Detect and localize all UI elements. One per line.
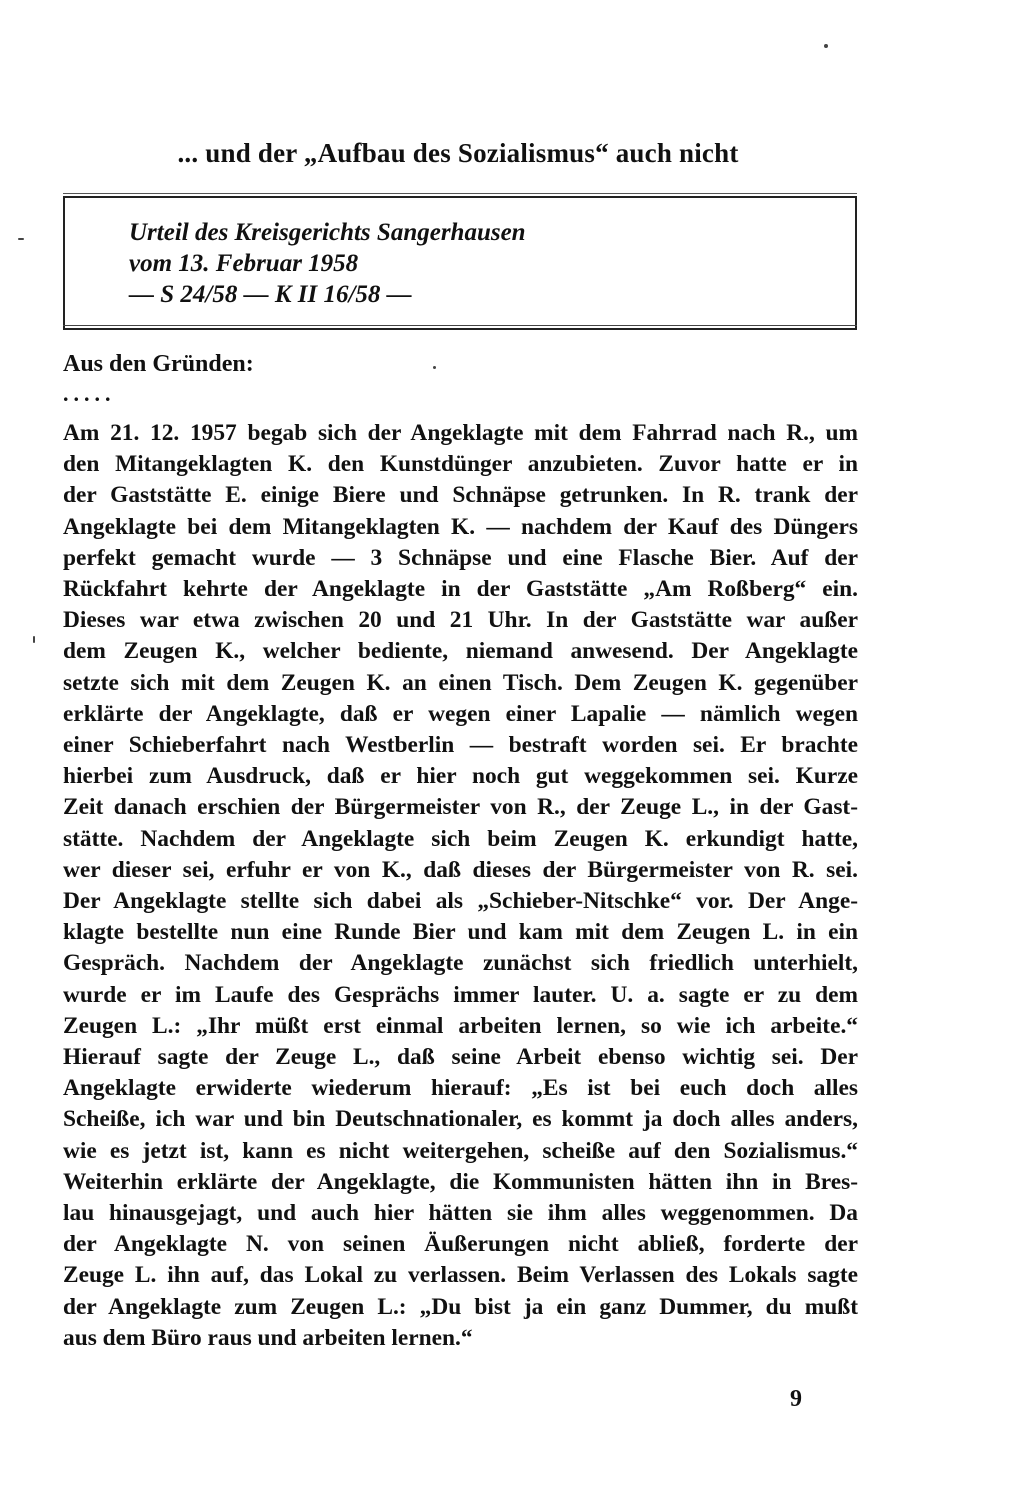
verdict-date: vom 13. Februar 1958 xyxy=(129,250,359,277)
body-line: Zeit danach erschien der Bürgermeister von R., der Zeuge L., in der Gast- xyxy=(63,794,858,821)
verdict-case-number: — S 24/58 — K II 16/58 — xyxy=(129,281,412,308)
section-heading: Aus den Gründen: xyxy=(63,351,254,377)
body-line: Weiterhin erklärte der Angeklagte, die Kommunisten hätten ihn in Bres- xyxy=(63,1168,858,1195)
body-line: Am 21. 12. 1957 begab sich der Angeklagte mit dem Fahrrad nach R., um xyxy=(63,420,858,446)
body-line: Angeklagte erwiderte wiederum hierauf: „Es ist bei euch doch alles xyxy=(63,1075,858,1102)
body-line: wurde er im Laufe des Gesprächs immer lauter. U. a. sagte er zu dem xyxy=(63,981,858,1008)
body-line: Dieses war etwa zwischen 20 und 21 Uhr. In der Gaststätte war außer xyxy=(63,607,858,634)
body-line: der Angeklagte zum Zeugen L.: „Du bist ja ein ganz Dummer, du mußt xyxy=(63,1293,858,1320)
body-line: Gespräch. Nachdem der Angeklagte zunächst sich friedlich unterhielt, xyxy=(63,950,858,977)
body-line: Zeugen L.: „Ihr müßt erst einmal arbeiten lernen, so wie ich arbeite.“ xyxy=(63,1012,858,1039)
body-line: klagte bestellte nun eine Runde Bier und kam mit dem Zeugen L. in ein xyxy=(63,919,858,946)
body-line: einer Schieberfahrt nach Westberlin — bestraft worden sei. Er brachte xyxy=(63,732,858,759)
frame-top-rule xyxy=(63,193,857,194)
body-line: Angeklagte bei dem Mitangeklagten K. — nachdem der Kauf des Düngers xyxy=(63,513,858,540)
body-line: lau hinausgejagt, und auch hier hätten sie ihm alles weggenommen. Da xyxy=(63,1200,858,1227)
print-speck xyxy=(18,238,24,240)
body-line: Zeuge L. ihn auf, das Lokal zu verlassen. Beim Verlassen des Lokals sagte xyxy=(63,1262,858,1289)
verdict-citation xyxy=(129,217,526,310)
body-line: wie es jetzt ist, kann es nicht weitergehen, scheiße auf den Sozialismus.“ xyxy=(63,1137,858,1164)
body-line: aus dem Büro raus und arbeiten lernen.“ xyxy=(63,1324,473,1351)
body-line: perfekt gemacht wurde — 3 Schnäpse und eine Flasche Bier. Auf der xyxy=(63,544,858,571)
omission-marker: ..... xyxy=(63,381,116,406)
print-speck xyxy=(33,636,35,643)
body-line: den Mitangeklagten K. den Kunstdünger anzubieten. Zuvor hatte er in xyxy=(63,451,858,478)
body-line: wer dieser sei, erfuhr er von K., daß dieses der Bürgermeister von R. sei. xyxy=(63,856,858,883)
body-line: Hierauf sagte der Zeuge L., daß seine Arbeit ebenso wichtig sei. Der xyxy=(63,1044,858,1071)
print-speck xyxy=(824,44,828,48)
body-paragraph xyxy=(63,418,858,1354)
body-line: dem Zeugen K., welcher bediente, niemand anwesend. Der Angeklagte xyxy=(63,638,858,665)
body-line: Scheiße, ich war und bin Deutschnationaler, es kommt ja doch alles anders, xyxy=(63,1106,858,1133)
body-line: setzte sich mit dem Zeugen K. an einen Tisch. Dem Zeugen K. gegenüber xyxy=(63,669,858,696)
body-line: stätte. Nachdem der Angeklagte sich beim Zeugen K. erkundigt hatte, xyxy=(63,825,858,852)
body-line: hierbei zum Ausdruck, daß er hier noch gut weggekommen sei. Kurze xyxy=(63,763,858,790)
frame-inner-rule xyxy=(63,325,857,326)
body-line: Der Angeklagte stellte sich dabei als „Schieber-Nitschke“ vor. Der Ange- xyxy=(63,888,858,915)
print-speck xyxy=(433,366,436,369)
page-number: 9 xyxy=(790,1386,802,1412)
body-line: Rückfahrt kehrte der Angeklagte in der Gaststätte „Am Roßberg“ ein. xyxy=(63,576,858,603)
verdict-court: Urteil des Kreisgerichts Sangerhausen xyxy=(129,219,526,246)
page-title: ... und der „Aufbau des Sozialismus“ auch nicht xyxy=(177,138,739,168)
body-line: der Angeklagte N. von seinen Äußerungen nicht abließ, forderte der xyxy=(63,1231,858,1258)
body-line: der Gaststätte E. einige Biere und Schnäpse getrunken. In R. trank der xyxy=(63,482,858,509)
body-line: erklärte der Angeklagte, daß er wegen einer Lapalie — nämlich wegen xyxy=(63,700,858,727)
